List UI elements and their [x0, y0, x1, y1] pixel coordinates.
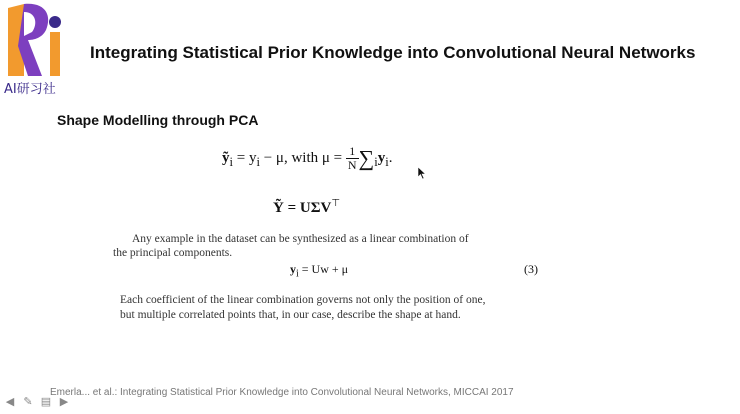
arrow-right-icon[interactable]: ▶ [59, 396, 69, 408]
arrow-left-icon[interactable]: ◀ [5, 396, 15, 408]
paragraph-2-line-1: Each coefficient of the linear combination governs not only the position of one, [120, 294, 486, 306]
equation-svd: Ỹ = UΣV⊤ [273, 198, 341, 216]
logo-caption: AI研习社 [4, 82, 56, 97]
section-heading: Shape Modelling through PCA [57, 112, 259, 128]
menu-icon[interactable]: ▤ [40, 396, 52, 408]
mouse-cursor-icon [418, 167, 426, 179]
paragraph-2-line-2: but multiple correlated points that, in our case, describe the shape at hand. [120, 309, 461, 321]
footer-citation: Emerla... et al.: Integrating Statistical Prior Knowledge into Convolutional Neural Networks, MICCAI 2017 [50, 387, 514, 398]
paragraph-1-line-2: the principal components. [113, 247, 233, 259]
equation-linear-combination: $y_i = Uw + \mu$ [290, 262, 349, 280]
slide-controls [4, 396, 70, 408]
equation-centering: ỹ$_i$ = $y_i - \mu$, with μ = $\frac{1}{N}$ $\sum_iy_i$. [222, 144, 393, 172]
paragraph-1-line-1: Any example in the dataset can be synthesized as a linear combination of [132, 233, 469, 245]
pen-icon[interactable]: ✎ [23, 396, 33, 408]
equation-number: (3) [524, 262, 538, 276]
slide-title: Integrating Statistical Prior Knowledge into Convolutional Neural Networks [90, 43, 696, 62]
